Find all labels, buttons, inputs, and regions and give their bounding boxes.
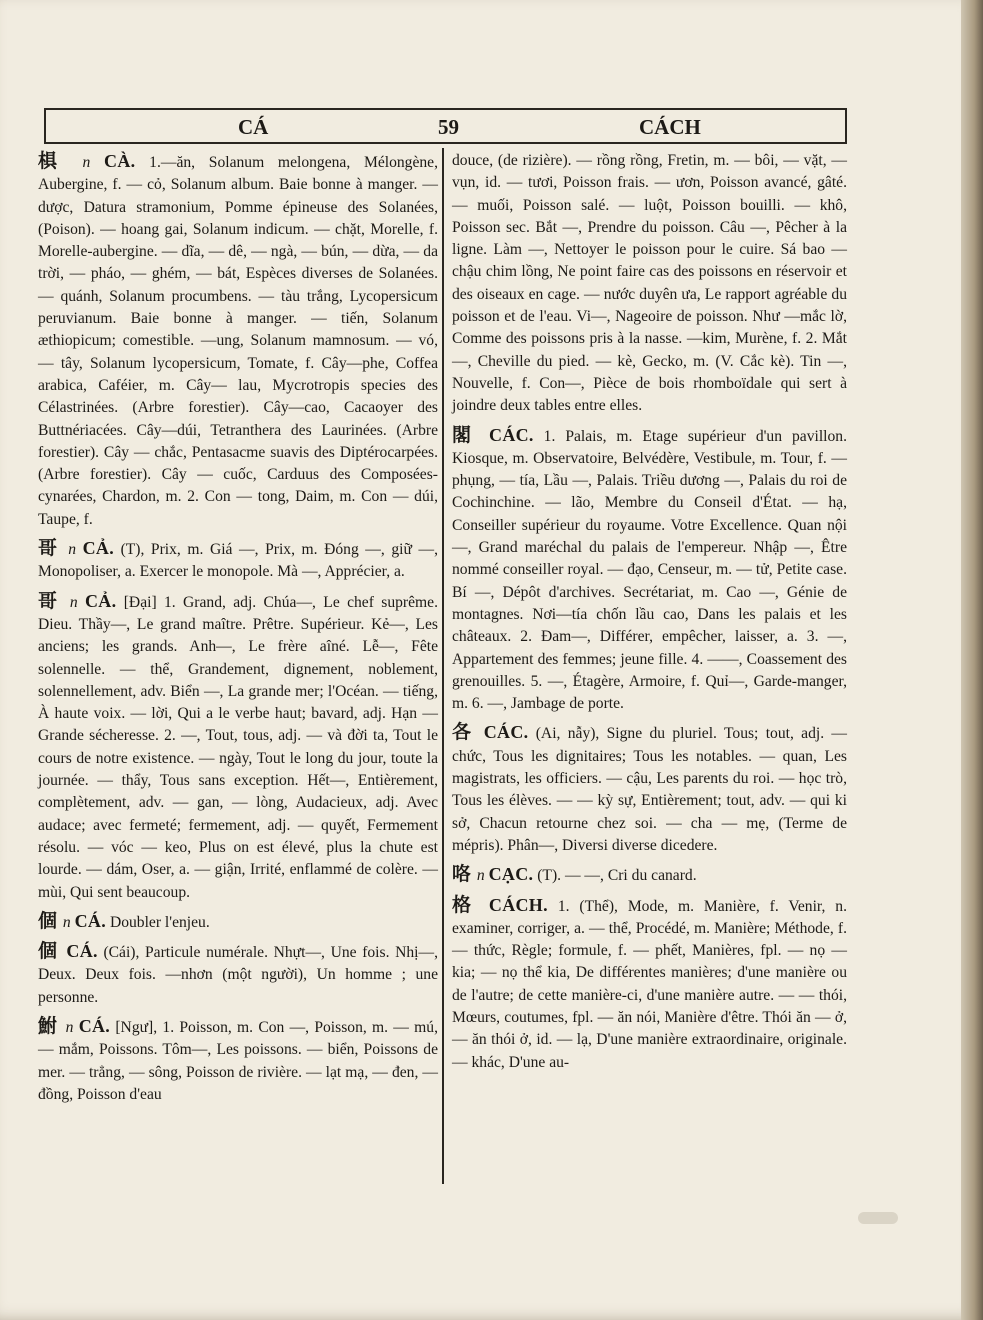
entry-headword: CẢ. xyxy=(82,538,114,559)
entry-headword: CÀ. xyxy=(104,151,136,171)
entry-definition: 1. Palais, m. Etage supérieur d'un pavillon. Kiosque, m. Observatoire, Belvédère, Vestibule, m. Tour, f. — phụng, — tía, Lầu —, Palais. Triều dương —, Palais du roi de Cochinchine. — lão, Membre du Conseil d'État. — hạ, Conseiller supérieur du royaume. Votre Excellence. Quan nội—, Grand maréchal du palais de l'empereur. Nhập —, Être nommé conseiller royal. — đạo, Censeur, m. — tử, Petite case. Bí —, Dépôt d'archives. Secrétariat, m. Cao —, Génie de montagnes. Nơi—tía chốn lầu cao, Dans les palais et les châteaux. 2. Đam—, Différer, empêcher, laisser, a. 3. —, Appartement des femmes; jeune fille. 4. ——, Coassement des grenouilles. 5. —, Étagère, Armoire, f. Quỉ—, Garde-manger, m. 6. —, Jambage de porte. xyxy=(452,427,847,713)
dictionary-entry xyxy=(38,590,438,904)
entry-chinese-character: 椇 xyxy=(38,151,67,172)
column-divider xyxy=(442,148,444,1184)
book-spine-edge xyxy=(961,0,983,1320)
entry-chinese-character: 各 xyxy=(452,722,475,744)
entry-definition: (Cái), Particule numérale. Nhựt—, Une fois. Nhị—, Deux. Deux fois. —nhơn (một người), Un homme ; une personne. xyxy=(38,944,438,1006)
entry-classifier: n xyxy=(68,541,77,559)
entry-headword: CÁ. xyxy=(78,1015,111,1036)
running-head-right-word: CÁCH xyxy=(639,115,701,139)
entry-chinese-character: 哥 xyxy=(38,538,60,560)
entry-classifier: n xyxy=(62,913,71,931)
dictionary-entry xyxy=(38,537,438,584)
running-head xyxy=(44,108,847,144)
entry-headword: CẠC. xyxy=(488,864,534,885)
dictionary-entry xyxy=(38,1015,438,1106)
entry-headword: CÁ. xyxy=(74,910,107,931)
entry-definition: [Ngư], 1. Poisson, m. Con —, Poisson, m. — mú, — mắm, Poissons. Tôm—, Les poissons. — biển, Poissons de mer. — trẳng, — sông, Poisson de rivière. — lạt mạ, — đen, — đồng, Poisson d'eau xyxy=(38,1018,438,1103)
entry-definition: 1. (Thể), Mode, m. Manière, f. Venir, n. examiner, corriger, a. — thể, Procédé, m. Manière; Méthode, f. — thức, Règle; formule, f. — phết, Manières, fpl. — nọ — kia; — nọ thể kia, De différentes manières; d'une manière ou de l'autre; de cette manière-ci, d'une manière autre. — — thói, Mœurs, coutumes, fpl. — ăn nói, Manière d'être. Thói ăn — ở, — ăn thói ở, id. — lạ, D'une manière extraordinaire, originale. — khác, D'une au- xyxy=(452,897,847,1071)
entry-definition: (T). — —, Cri du canard. xyxy=(537,867,697,885)
entry-definition: 1.—ăn, Solanum melongena, Mélongène, Aubergine, f. — cỏ, Solanum album. Baie bonne à manger. — dược, Datura stramonium, Pomme épineuse des Solanées, (Poison). — hoang gai, Solanum indicum. — chặt, Morelle, f. Morelle-aubergine. — dĩa, — dê, — ngà, — bún, — dừa, — da trời, — pháo, — ghém, — bát, Espèces diverses de Solanées. — quánh, Solanum procumbens. — tàu trắng, Lycopersicum peruvianum. Baie bonne à manger. — tiến, Solanum æthiopicum; comestible. —ung, Solanum mamnosum. — vó, — tây, Solanum lycopersicum, Tomate, f. Cây—phe, Coffea arabica, Caféier, m. Cây— lau, Mycrotropis species des Célastrinées. (Arbre forestier). Cây—cao, Cacaoyer des Buttnériacées. Cây—dúi, Tetranthera des Laurinées. (Arbre forestier). Cây — chắc, Pentasacme suavis des Diptérocarpées. (Arbre forestier). Cây — cuốc, Carduus des Composées-cynarées, Chardon, m. 2. Con — tong, Daim, m. Con — dúi, Taupe, f. xyxy=(38,154,439,528)
entry-chinese-character: 格 xyxy=(452,894,477,916)
entry-headword: CÁC. xyxy=(489,424,534,445)
entry-headword: CÁ. xyxy=(66,941,98,962)
entry-definition: (Ai, nẫy), Signe du pluriel. Tous; tout, adj. — chức, Tous les dignitaires; Tous les notables. — quan, Les magistrats, les officiers. — cậu, Les parents du roi. — học trò, Tous les élèves. — — kỳ sự, Entièrement; tout, adv. — qui ki sở, Chacun retourne chez soi. — cha — mẹ, (Terme de mépris). Phân—, Diversi diverse dicedere. xyxy=(452,725,847,854)
dictionary-entry xyxy=(452,424,847,716)
entry-headword: CÁC. xyxy=(483,722,529,743)
left-column xyxy=(38,150,438,1106)
entry-chinese-character: 哥 xyxy=(38,590,61,612)
entry-classifier: n xyxy=(82,154,91,171)
entry-classifier: n xyxy=(69,593,78,611)
dictionary-entry xyxy=(38,910,438,934)
entry-headword: CẢ. xyxy=(84,590,117,611)
entry-definition: [Đại] 1. Grand, adj. Chúa—, Le chef suprême. Dieu. Thầy—, Le grand maître. Prêtre. Supérieur. Kẻ—, Les anciens; les grands. Anh—, Le frère aîné. Lễ—, Fête solennelle. — thể, Grandement, dignement, noblement, solennellement, adv. Biển —, La grande mer; l'Océan. — tiếng, À haute voix. — lời, Qui a le verbe haut; bavard, adj. Hạn — Grande sécheresse. 2. —, Tout, tous, adj. — và đời ta, Tout le cours de notre existence. — ngày, Tout le long du jour, toute la journée. — thẩy, Tous sans exception. Hết—, Entièrement, complètement, adv. — gan, — lòng, Audacieux, adj. Avec audace; avec fermeté; fermement, adj. — quyết, Fermement résolu. — vóc — keo, Plus on est élevé, plus la chute est lourde. — dám, Oser, a. — giận, Irrité, enflammé de colère. — mùi, Qui sent beaucoup. xyxy=(38,593,438,901)
entry-continuation: douce, (de rizière). — rồng rồng, Fretin, m. — bôi, — vặt, — vụn, id. — tươi, Poisson frais. — ươn, Poisson avancé, gâté. — muối, Poisson salé. — luột, Poisson bouilli. — khô, Poisson sec. Bắt —, Prendre du poisson. Câu —, Pêcher à la ligne. Làm —, Nettoyer le poisson pour le cuire. Sá bao — chậu chim lồng, Ne point faire cas des poissons en réservoir et des oiseaux en cage. — nước duyên ưa, Le rapport agréable du poisson et de l'eau. Vi—, Nageoire de poisson. Như —mắc lờ, Comme des poissons pris à la nasse. —kim, Murène, f. 2. Mắt—, Cheville du pied. — kè, Gecko, m. (V. Cắc kè). Tin —, Nouvelle, f. Con—, Pièce de bois rhomboïdale qui sert à joindre deux tables entre elles. xyxy=(452,152,847,415)
entry-definition: Doubler l'enjeu. xyxy=(109,913,210,931)
right-column xyxy=(452,150,847,1074)
entry-classifier: n xyxy=(65,1018,74,1036)
dictionary-entry xyxy=(452,721,847,857)
entry-chinese-character: 個 xyxy=(38,910,58,932)
entry-headword: CÁCH. xyxy=(488,894,548,915)
entry-chinese-character: 個 xyxy=(38,941,59,963)
dictionary-entry xyxy=(38,940,438,1009)
dictionary-entry xyxy=(38,150,438,531)
entry-chinese-character: 咯 xyxy=(452,864,472,886)
entry-definition: (T), Prix, m. Giá —, Prix, m. Đóng —, giữ —, Monopoliser, a. Exercer le monopole. Mà —, Apprécier, a. xyxy=(38,541,438,581)
ink-smudge xyxy=(858,1212,898,1224)
page-number: 59 xyxy=(438,115,459,139)
dictionary-entry xyxy=(452,863,847,887)
running-head-left-word: CÁ xyxy=(238,115,269,139)
entry-classifier: n xyxy=(476,867,485,885)
entry-chinese-character: 鮒 xyxy=(38,1015,59,1037)
entry-chinese-character: 閣 xyxy=(452,424,478,446)
dictionary-entry xyxy=(452,894,847,1074)
